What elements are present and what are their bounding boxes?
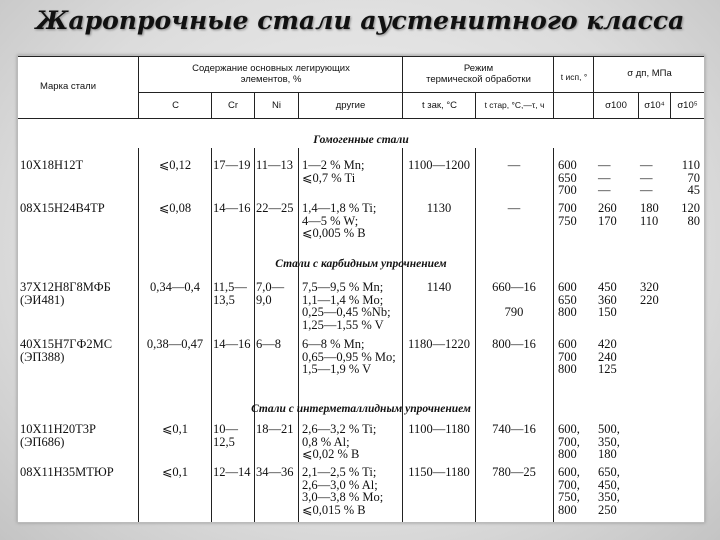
- col-header-sigma-10-4: σ10⁴: [644, 100, 665, 111]
- cell-c: ⩽0,1: [161, 422, 189, 436]
- header-col-line: [402, 56, 403, 118]
- steel-table: [17, 55, 705, 523]
- col-header-other: другие: [335, 100, 366, 111]
- cell-other: 6—8 % Mn; 0,65—0,95 % Mo; 1,5—1,9 % V: [302, 337, 396, 376]
- body-col-line: [402, 148, 403, 522]
- cell-quench: 1180—1220: [407, 337, 471, 351]
- cell-s10-4: — — —: [640, 158, 653, 197]
- cell-cr: 10— 12,5: [213, 422, 238, 449]
- cell-temp: 600 650 800: [558, 280, 577, 319]
- cell-other: 2,6—3,2 % Ti; 0,8 % Al; ⩽0,02 % B: [302, 422, 377, 461]
- cell-s10-4: 180 110: [640, 201, 659, 228]
- cell-other: 2,1—2,5 % Ti; 2,6—3,0 % Al; 3,0—3,8 % Mo; ⩽0,015 % B: [302, 465, 384, 517]
- cell-quench: 1100—1200: [407, 158, 471, 172]
- col-header-heat-line2: термической обработки: [426, 74, 531, 85]
- col-header-ni: Ni: [272, 100, 281, 111]
- cell-age: 800—16: [492, 337, 536, 351]
- cell-other: 7,5—9,5 % Mn; 1,1—1,4 % Mo; 0,25—0,45 %Nb; 1,25—1,55 % V: [302, 280, 391, 332]
- cell-age: 740—16: [492, 422, 536, 436]
- header-col-line: [138, 56, 139, 118]
- col-header-sigma: σ дп, МПа: [627, 68, 672, 79]
- cell-age: 660—16 790: [492, 280, 536, 319]
- cell-temp: 600 700 800: [558, 337, 577, 376]
- cell-cr: 11,5— 13,5: [213, 280, 247, 307]
- col-header-alloy: Содержание основных легирующих: [192, 63, 350, 74]
- cell-quench: 1130: [426, 201, 452, 215]
- cell-steel: 40Х15Н7ГФ2МС (ЭП388): [20, 337, 113, 364]
- cell-c: 0,38—0,47: [146, 337, 204, 351]
- slide-title: Жаропрочные стали аустенитного класса: [35, 6, 685, 35]
- col-header-quench: t зак, °C: [421, 100, 457, 111]
- cell-age: —: [507, 201, 521, 215]
- cell-c: 0,34—0,4: [150, 280, 200, 294]
- cell-ni: 34—36: [256, 465, 294, 479]
- col-header-sigma-100: σ100: [605, 100, 627, 111]
- cell-quench: 1100—1180: [408, 422, 470, 436]
- cell-c: ⩽0,08: [158, 201, 192, 215]
- cell-steel: 08Х11Н35МТЮР: [20, 465, 114, 479]
- body-col-line: [298, 148, 299, 522]
- cell-temp: 600, 700, 750, 800: [558, 465, 580, 517]
- section-heading: Стали с интерметаллидным упрочнением: [251, 403, 471, 415]
- header-divider: [138, 92, 704, 93]
- cell-ni: 11—13: [256, 158, 294, 172]
- header-bottom-border: [18, 118, 704, 119]
- col-header-aging: t стар, °C,—τ, ч: [484, 100, 545, 110]
- cell-temp: 700 750: [558, 201, 577, 228]
- cell-steel: 10Х18Н12Т: [20, 158, 84, 172]
- cell-c: ⩽0,1: [161, 465, 189, 479]
- col-header-heat: Режим: [463, 63, 494, 74]
- body-col-line: [254, 148, 255, 522]
- cell-ni: 18—21: [256, 422, 294, 436]
- cell-age: 780—25: [492, 465, 536, 479]
- cell-ni: 22—25: [256, 201, 294, 215]
- cell-ni: 7,0— 9,0: [256, 280, 285, 307]
- body-col-line: [211, 148, 212, 522]
- cell-cr: 12—14: [213, 465, 251, 479]
- cell-cr: 14—16: [213, 201, 251, 215]
- cell-quench: 1140: [426, 280, 452, 294]
- col-header-test-temp: t исп, °: [560, 72, 588, 82]
- cell-quench: 1150—1180: [408, 465, 470, 479]
- cell-s100: 500, 350, 180: [598, 422, 620, 461]
- cell-c: ⩽0,12: [158, 158, 192, 172]
- cell-s10-5: 110 70 45: [681, 158, 700, 197]
- body-col-line: [553, 148, 554, 522]
- cell-s100: 260 170: [598, 201, 617, 228]
- col-header-alloy-line2: элементов, %: [240, 74, 302, 85]
- cell-cr: 14—16: [213, 337, 251, 351]
- cell-steel: 37Х12Н8Г8МФБ (ЭИ481): [20, 280, 111, 307]
- cell-s10-5: 120 80: [681, 201, 700, 228]
- body-col-line: [138, 148, 139, 522]
- col-header-sigma-10-5: σ10⁵: [677, 100, 698, 111]
- cell-temp: 600, 700, 800: [558, 422, 580, 461]
- cell-other: 1—2 % Mn; ⩽0,7 % Ti: [302, 158, 365, 185]
- cell-steel: 10Х11Н20Т3Р (ЭП686): [20, 422, 96, 449]
- section-heading: Стали с карбидным упрочнением: [275, 258, 447, 270]
- cell-other: 1,4—1,8 % Ti; 4—5 % W; ⩽0,005 % B: [302, 201, 377, 240]
- cell-temp: 600 650 700: [558, 158, 577, 197]
- cell-s100: 450 360 150: [598, 280, 617, 319]
- header-col-line: [553, 56, 554, 118]
- col-header-steel: Марка стали: [40, 81, 97, 92]
- section-heading: Гомогенные стали: [313, 134, 409, 146]
- cell-ni: 6—8: [256, 337, 281, 351]
- cell-cr: 17—19: [213, 158, 251, 172]
- cell-age: —: [507, 158, 521, 172]
- col-header-cr: Cr: [227, 100, 239, 111]
- cell-s100: — — —: [598, 158, 611, 197]
- col-header-c: C: [172, 100, 179, 111]
- cell-steel: 08Х15Н24В4ТР: [20, 201, 105, 215]
- cell-s100: 650, 450, 350, 250: [598, 465, 620, 517]
- header-top-border: [18, 56, 704, 57]
- cell-s10-4: 320 220: [640, 280, 659, 307]
- cell-s100: 420 240 125: [598, 337, 617, 376]
